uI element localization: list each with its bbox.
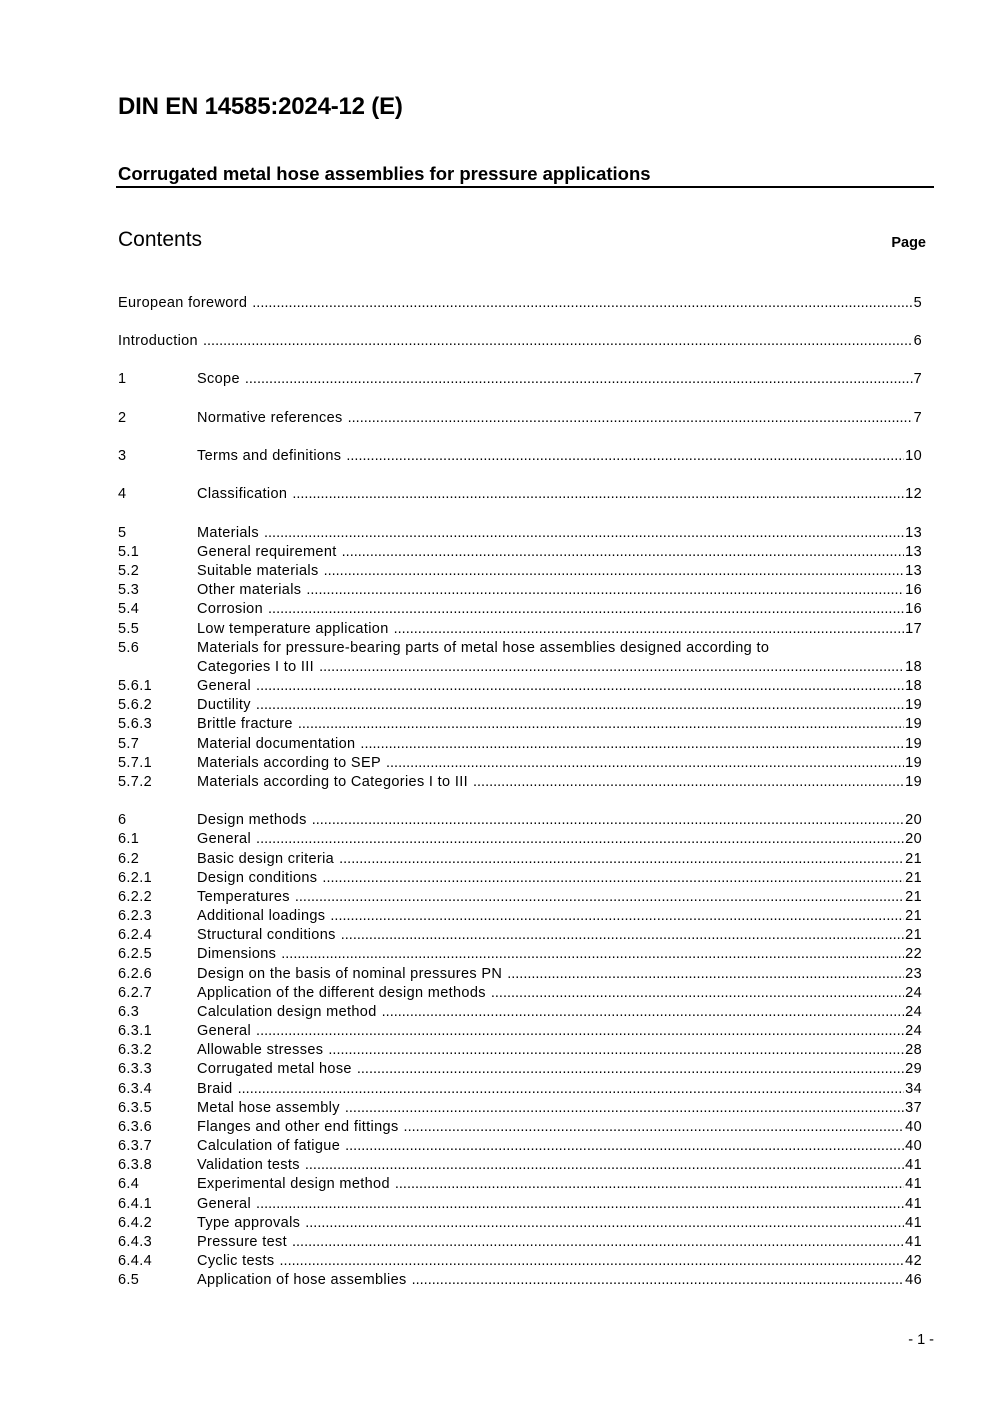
toc-entry[interactable]: [118, 926, 922, 945]
toc-entry-title: Brittle fracture: [197, 716, 293, 732]
dot-leader: [245, 370, 913, 389]
toc-entry[interactable]: [118, 715, 922, 734]
toc-entry-number: 1: [118, 371, 127, 387]
toc-entry[interactable]: [118, 850, 922, 869]
dot-leader: [345, 1137, 904, 1156]
toc-entry[interactable]: [118, 984, 922, 1003]
toc-entry-title: Design methods: [197, 812, 307, 828]
toc-entry-page: 28: [905, 1042, 922, 1058]
toc-entry-number: 3: [118, 448, 127, 464]
contents-heading: Contents: [118, 228, 203, 251]
toc-entry[interactable]: [118, 1233, 922, 1252]
toc-entry-number: 6.3.1: [118, 1023, 152, 1039]
toc-entry[interactable]: [118, 562, 922, 581]
dot-leader: [295, 888, 904, 907]
dot-leader: [345, 1099, 904, 1118]
toc-entry-page: 23: [905, 966, 922, 982]
toc-entry-number: 5.5: [118, 621, 140, 637]
toc-entry-number: 5.7.2: [118, 774, 152, 790]
toc-entry-page: 19: [905, 774, 922, 790]
toc-entry-title: Calculation of fatigue: [197, 1138, 341, 1154]
dot-leader: [339, 850, 904, 869]
toc-entry-title: Scope: [197, 371, 240, 387]
toc-entry[interactable]: [118, 600, 922, 619]
toc-entry-page: 24: [905, 1023, 922, 1039]
toc-entry-number: 6.2.3: [118, 908, 152, 924]
dot-leader: [360, 735, 904, 754]
toc-entry-title: General requirement: [197, 544, 337, 560]
toc-entry-number: 5.6.1: [118, 678, 152, 694]
toc-entry-page: 41: [905, 1215, 922, 1231]
toc-entry-page: 18: [905, 659, 922, 675]
dot-leader: [281, 945, 904, 964]
toc-entry[interactable]: [118, 1156, 922, 1175]
toc-entry-page: 21: [905, 870, 922, 886]
toc-entry-number: 6.4.1: [118, 1196, 152, 1212]
dot-leader: [298, 715, 904, 734]
toc-entry-title: Type approvals: [197, 1215, 301, 1231]
toc-entry-number: 5: [118, 525, 127, 541]
toc-entry-number: 6: [118, 812, 127, 828]
toc-entry-title: Experimental design method: [197, 1176, 390, 1192]
dot-leader: [346, 447, 904, 466]
dot-leader: [386, 754, 904, 773]
toc-entry-page: 24: [905, 1004, 922, 1020]
toc-entry-number: 5.7: [118, 736, 140, 752]
toc-entry-title: Flanges and other end fittings: [197, 1119, 399, 1135]
toc-entry-page: 41: [905, 1157, 922, 1173]
toc-entry-page: 13: [905, 544, 922, 560]
toc-entry-title: Normative references: [197, 410, 343, 426]
toc-entry-title: Additional loadings: [197, 908, 326, 924]
toc-entry-number: 6.3.5: [118, 1100, 152, 1116]
toc-entry[interactable]: [118, 677, 922, 696]
toc-entry-number: 6.2.2: [118, 889, 152, 905]
toc-entry[interactable]: [118, 965, 922, 984]
dot-leader: [348, 409, 913, 428]
dot-leader: [256, 1195, 904, 1214]
toc-entry[interactable]: [118, 1214, 922, 1233]
toc-entry-title: Pressure test: [197, 1234, 287, 1250]
toc-entry-number: 6.2: [118, 851, 140, 867]
toc-entry-number: 5.3: [118, 582, 140, 598]
toc-entry-title: Corrosion: [197, 601, 264, 617]
toc-entry[interactable]: [118, 409, 922, 428]
document-subtitle: Corrugated metal hose assemblies for pressure applications: [118, 163, 651, 184]
toc-entry-page: 34: [905, 1081, 922, 1097]
toc-entry-page: 10: [905, 448, 922, 464]
toc-entry-page: 13: [905, 563, 922, 579]
toc-entry-page: 7: [913, 410, 922, 426]
toc-entry-page: 21: [905, 927, 922, 943]
dot-leader: [305, 1214, 904, 1233]
toc-entry-page: 19: [905, 697, 922, 713]
toc-entry-title: Basic design criteria: [197, 851, 335, 867]
toc-entry[interactable]: [118, 830, 922, 849]
toc-entry-number: 5.6.3: [118, 716, 152, 732]
toc-entry-number: 6.2.7: [118, 985, 152, 1001]
dot-leader: [203, 332, 913, 351]
toc-entry-title: Corrugated metal hose: [197, 1061, 352, 1077]
toc-entry-number: 4: [118, 486, 127, 502]
toc-entry-page: 21: [905, 889, 922, 905]
toc-entry[interactable]: [118, 639, 922, 677]
toc-entry-number: 6.1: [118, 831, 140, 847]
toc-entry-page: 41: [905, 1176, 922, 1192]
toc-entry-number: 6.2.6: [118, 966, 152, 982]
dot-leader: [357, 1060, 904, 1079]
toc-entry-page: 13: [905, 525, 922, 541]
toc-entry[interactable]: [118, 1118, 922, 1137]
toc-entry-title: Metal hose assembly: [197, 1100, 340, 1116]
toc-entry-title: General: [197, 1023, 252, 1039]
dot-leader: [341, 926, 904, 945]
toc-entry-title: Validation tests: [197, 1157, 300, 1173]
toc-entry-page: 42: [905, 1253, 922, 1269]
toc-entry[interactable]: [118, 1252, 922, 1271]
toc-entry-title: Braid: [197, 1081, 233, 1097]
toc-entry[interactable]: [118, 1195, 922, 1214]
toc-entry-number: 6.3.2: [118, 1042, 152, 1058]
dot-leader: [395, 1175, 904, 1194]
toc-entry-number: 6.3.7: [118, 1138, 152, 1154]
title-rule: [116, 186, 934, 188]
toc-entry-title: Materials: [197, 525, 259, 541]
toc-entry-title: Temperatures: [197, 889, 290, 905]
dot-leader: [322, 869, 904, 888]
toc-entry[interactable]: [118, 543, 922, 562]
toc-entry-page: 21: [905, 851, 922, 867]
toc-entry[interactable]: [118, 735, 922, 754]
dot-leader: [292, 1233, 904, 1252]
dot-leader: [256, 830, 904, 849]
dot-leader: [306, 581, 904, 600]
toc-entry[interactable]: [118, 447, 922, 466]
toc-entry[interactable]: [118, 811, 922, 830]
toc-entry[interactable]: [118, 1271, 922, 1290]
toc-entry-page: 20: [905, 831, 922, 847]
toc-entry-page: 20: [905, 812, 922, 828]
toc-entry-number: 6.3.6: [118, 1119, 152, 1135]
dot-leader: [328, 1041, 904, 1060]
document-title: DIN EN 14585:2024-12 (E): [118, 93, 403, 120]
toc-entry-page: 41: [905, 1234, 922, 1250]
dot-leader: [330, 907, 904, 926]
toc-entry-page: 24: [905, 985, 922, 1001]
toc-entry[interactable]: [118, 754, 922, 773]
toc-entry-page: 29: [905, 1061, 922, 1077]
toc-entry-page: 22: [905, 946, 922, 962]
dot-leader: [256, 677, 904, 696]
toc-entry-title: Categories I to III: [197, 659, 315, 675]
toc-entry-page: 40: [905, 1119, 922, 1135]
toc-entry-number: 2: [118, 410, 127, 426]
toc-entry-title-first-line: Materials for pressure-bearing parts of metal hose assemblies designed according to: [197, 640, 770, 656]
toc-entry[interactable]: [118, 1099, 922, 1118]
dot-leader: [252, 294, 912, 313]
toc-entry[interactable]: [118, 524, 922, 543]
toc-entry[interactable]: [118, 1041, 922, 1060]
dot-leader: [256, 696, 904, 715]
page-number: - 1 -: [908, 1332, 934, 1348]
toc-entry-title: Ductility: [197, 697, 251, 713]
toc-entry[interactable]: [118, 1175, 922, 1194]
toc-entry[interactable]: [118, 696, 922, 715]
toc-entry[interactable]: [118, 294, 922, 313]
toc-entry-page: 16: [905, 582, 922, 598]
dot-leader: [382, 1003, 905, 1022]
toc-entry-title: Classification: [197, 486, 288, 502]
toc-entry-title: Low temperature application: [197, 621, 389, 637]
dot-leader: [280, 1252, 905, 1271]
toc-entry-number: 5.6.2: [118, 697, 152, 713]
dot-leader: [473, 773, 904, 792]
toc-entry[interactable]: [118, 869, 922, 888]
toc-entry-title: Design on the basis of nominal pressures PN: [197, 966, 503, 982]
toc-entry-page: 16: [905, 601, 922, 617]
toc-entry-title: General: [197, 1196, 252, 1212]
toc-entry-title: Material documentation: [197, 736, 356, 752]
toc-entry-page: 37: [905, 1100, 922, 1116]
dot-leader: [491, 984, 904, 1003]
toc-entry-page: 40: [905, 1138, 922, 1154]
toc-entry-number: 6.4.2: [118, 1215, 152, 1231]
toc-entry-page: 12: [905, 486, 922, 502]
toc-entry[interactable]: [118, 907, 922, 926]
toc-entry[interactable]: [118, 1060, 922, 1079]
dot-leader: [256, 1022, 904, 1041]
toc-entry[interactable]: [118, 620, 922, 639]
toc-entry-title: Application of the different design methods: [197, 985, 486, 1001]
toc-entry-number: 5.4: [118, 601, 140, 617]
toc-entry-page: 5: [913, 295, 922, 311]
toc-entry-number: 6.4.3: [118, 1234, 152, 1250]
toc-entry-title: Suitable materials: [197, 563, 319, 579]
toc-entry-title: Introduction: [118, 333, 198, 349]
dot-leader: [305, 1156, 904, 1175]
dot-leader: [319, 658, 904, 677]
dot-leader: [342, 543, 905, 562]
toc-entry-number: 6.2.4: [118, 927, 152, 943]
toc-entry[interactable]: [118, 888, 922, 907]
toc-entry-page: 18: [905, 678, 922, 694]
toc-entry-title: Cyclic tests: [197, 1253, 275, 1269]
toc-entry[interactable]: [118, 581, 922, 600]
toc-entry-number: 5.6: [118, 640, 140, 656]
toc-entry-number: 6.3.4: [118, 1081, 152, 1097]
toc-entry-number: 6.2.5: [118, 946, 152, 962]
toc-entry-number: 6.3.8: [118, 1157, 152, 1173]
dot-leader: [404, 1118, 905, 1137]
toc-entry[interactable]: [118, 773, 922, 792]
toc-entry-title: Structural conditions: [197, 927, 336, 943]
toc-entry-page: 21: [905, 908, 922, 924]
toc-entry-page: 7: [913, 371, 922, 387]
dot-leader: [268, 600, 904, 619]
toc-entry-title: General: [197, 831, 252, 847]
dot-leader: [324, 562, 905, 581]
page-column-label: Page: [891, 235, 926, 251]
toc-entry-number: 5.7.1: [118, 755, 152, 771]
dot-leader: [312, 811, 904, 830]
dot-leader: [292, 485, 904, 504]
toc-entry-number: 6.4.4: [118, 1253, 152, 1269]
toc-entry-page: 19: [905, 716, 922, 732]
toc-entry-page: 19: [905, 736, 922, 752]
dot-leader: [238, 1080, 905, 1099]
toc-entry-page: 41: [905, 1196, 922, 1212]
dot-leader: [412, 1271, 905, 1290]
toc-entry-number: 6.4: [118, 1176, 140, 1192]
toc-entry[interactable]: [118, 485, 922, 504]
dot-leader: [394, 620, 905, 639]
toc-entry-number: 5.1: [118, 544, 140, 560]
toc-entry[interactable]: [118, 332, 922, 351]
toc-entry[interactable]: [118, 1022, 922, 1041]
toc-entry-title: Application of hose assemblies: [197, 1272, 407, 1288]
toc-entry-number: 6.3.3: [118, 1061, 152, 1077]
toc-entry-page: 19: [905, 755, 922, 771]
toc-entry[interactable]: [118, 945, 922, 964]
toc-entry-title: Materials according to SEP: [197, 755, 381, 771]
dot-leader: [507, 965, 904, 984]
toc-entry-number: 5.2: [118, 563, 140, 579]
toc-entry-title: Allowable stresses: [197, 1042, 324, 1058]
toc-entry[interactable]: [118, 370, 922, 389]
toc-entry-number: 6.2.1: [118, 870, 152, 886]
toc-entry-number: 6.3: [118, 1004, 140, 1020]
toc-entry-title: Design conditions: [197, 870, 318, 886]
toc-entry-title: Materials according to Categories I to III: [197, 774, 468, 790]
toc-entry[interactable]: [118, 1080, 922, 1099]
toc-entry-title: Other materials: [197, 582, 302, 598]
toc-entry-title: Dimensions: [197, 946, 277, 962]
toc-entry-number: 6.5: [118, 1272, 140, 1288]
toc-entry-page: 17: [905, 621, 922, 637]
toc-entry-title: Calculation design method: [197, 1004, 377, 1020]
toc-entry-title: European foreword: [118, 295, 248, 311]
toc-entry-page: 46: [905, 1272, 922, 1288]
toc-entry[interactable]: [118, 1003, 922, 1022]
dot-leader: [264, 524, 904, 543]
toc-entry-title: Terms and definitions: [197, 448, 342, 464]
toc-entry-page: 6: [913, 333, 922, 349]
toc-entry-title: General: [197, 678, 252, 694]
toc-entry[interactable]: [118, 1137, 922, 1156]
